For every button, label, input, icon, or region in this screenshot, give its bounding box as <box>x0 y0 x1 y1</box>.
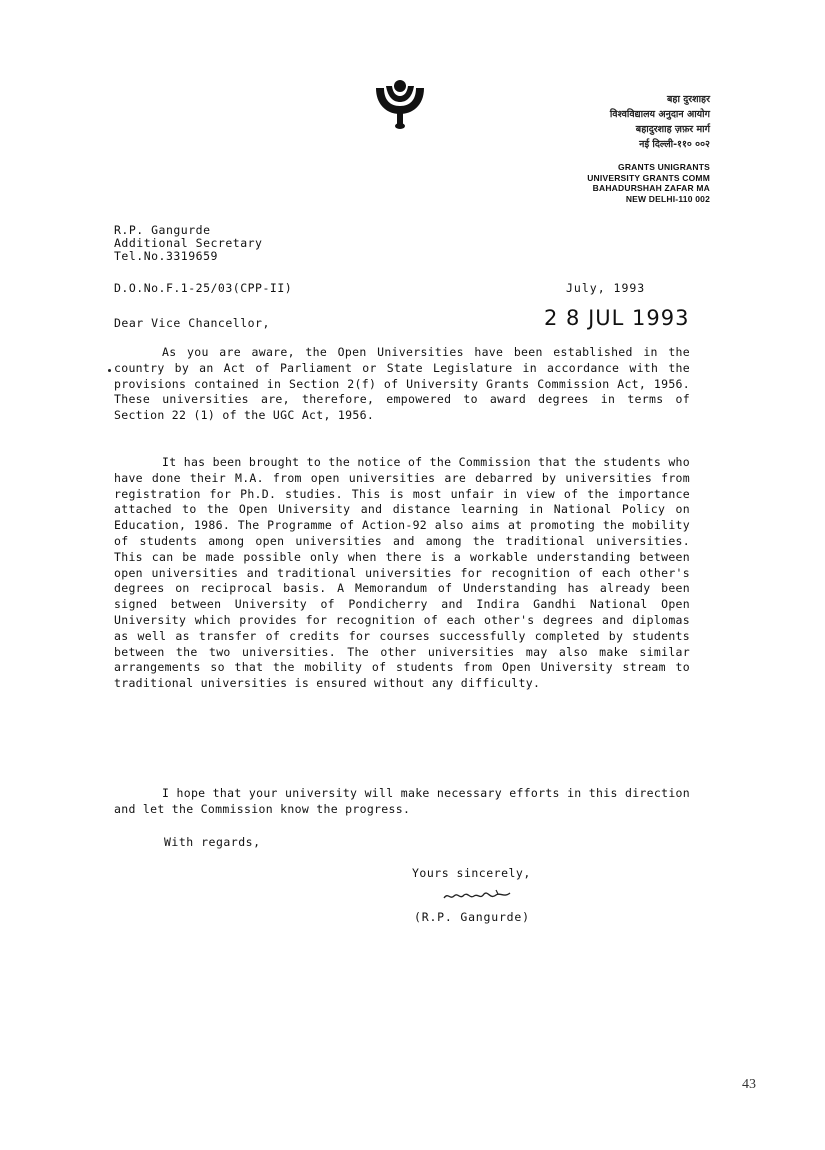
date-stamp: 2 8 JUL 1993 <box>544 306 690 330</box>
hindi-line: बहादुरशाह ज़फ़र मार्ग <box>635 124 710 135</box>
address-line: GRANTS UNIGRANTS <box>618 162 710 172</box>
address-line: NEW DELHI-110 002 <box>625 193 710 204</box>
paragraph-text: I hope that your university will make necessary efforts in this direction and let the Commission know the progress. <box>114 786 690 816</box>
letterhead-english-address <box>540 162 710 204</box>
hindi-line: विश्वविद्यालय अनुदान आयोग <box>609 109 710 120</box>
hindi-line: बहा दुरशाहर <box>666 94 710 105</box>
salutation: Dear Vice Chancellor, <box>114 316 270 330</box>
address-line: BAHADURSHAH ZAFAR MA <box>592 183 710 193</box>
paragraph-3 <box>114 786 690 818</box>
closing: Yours sincerely, <box>412 866 531 880</box>
sender-name: R.P. Gangurde <box>114 223 211 237</box>
paragraph-1 <box>114 345 690 424</box>
paragraph-2 <box>114 455 690 692</box>
stray-mark <box>108 369 111 372</box>
ugc-emblem-icon <box>370 78 430 130</box>
paragraph-text: It has been brought to the notice of the Commission that the students who have done their M.A. from open universities are debarred by universities from registration for Ph.D. studies. This is most unfair in view of the importance attached to the Open University and distance learning in National Policy on Education, 1986. The Programme of Action-92 also aims at promoting the mobility of students among open universities and among the traditional universities. This can be made possible only when there is a workable understanding between open universities and traditional universities for recognition of each other's degrees on reciprocal basis. A Memorandum of Understanding has already been signed between University of Pondicherry and Indira Gandhi National Open University which provides for recognition of each other's degrees and diplomas as well as transfer of credits for courses successfully completed by students between the two universities. The other universities may also make similar arrangements so that the mobility of students from Open University stream to traditional universities is ensured without any difficulty. <box>114 455 690 691</box>
paragraph-text: As you are aware, the Open Universities have been established in the country by an Act of Parliament or State Legislature in accordance with the provisions contained in Section 2(f) of University Grants Commission Act, 1956. These universities are, therefore, empowered to award degrees in terms of Section 22 (1) of the UGC Act, 1956. <box>114 345 690 423</box>
signature-name: (R.P. Gangurde) <box>414 910 530 924</box>
typed-date: July, 1993 <box>566 281 646 295</box>
sender-block <box>114 224 262 263</box>
regards: With regards, <box>164 835 261 849</box>
hindi-line: नई दिल्ली-११० ००२ <box>639 139 710 150</box>
letterhead-hindi-address <box>560 92 710 152</box>
sender-title: Additional Secretary <box>114 236 263 250</box>
address-line: UNIVERSITY GRANTS COMM <box>587 172 710 183</box>
sender-tel: Tel.No.3319659 <box>114 249 218 263</box>
reference-number: D.O.No.F.1-25/03(CPP-II) <box>114 281 293 295</box>
handwritten-signature <box>440 886 520 906</box>
page-number: 43 <box>742 1077 756 1092</box>
